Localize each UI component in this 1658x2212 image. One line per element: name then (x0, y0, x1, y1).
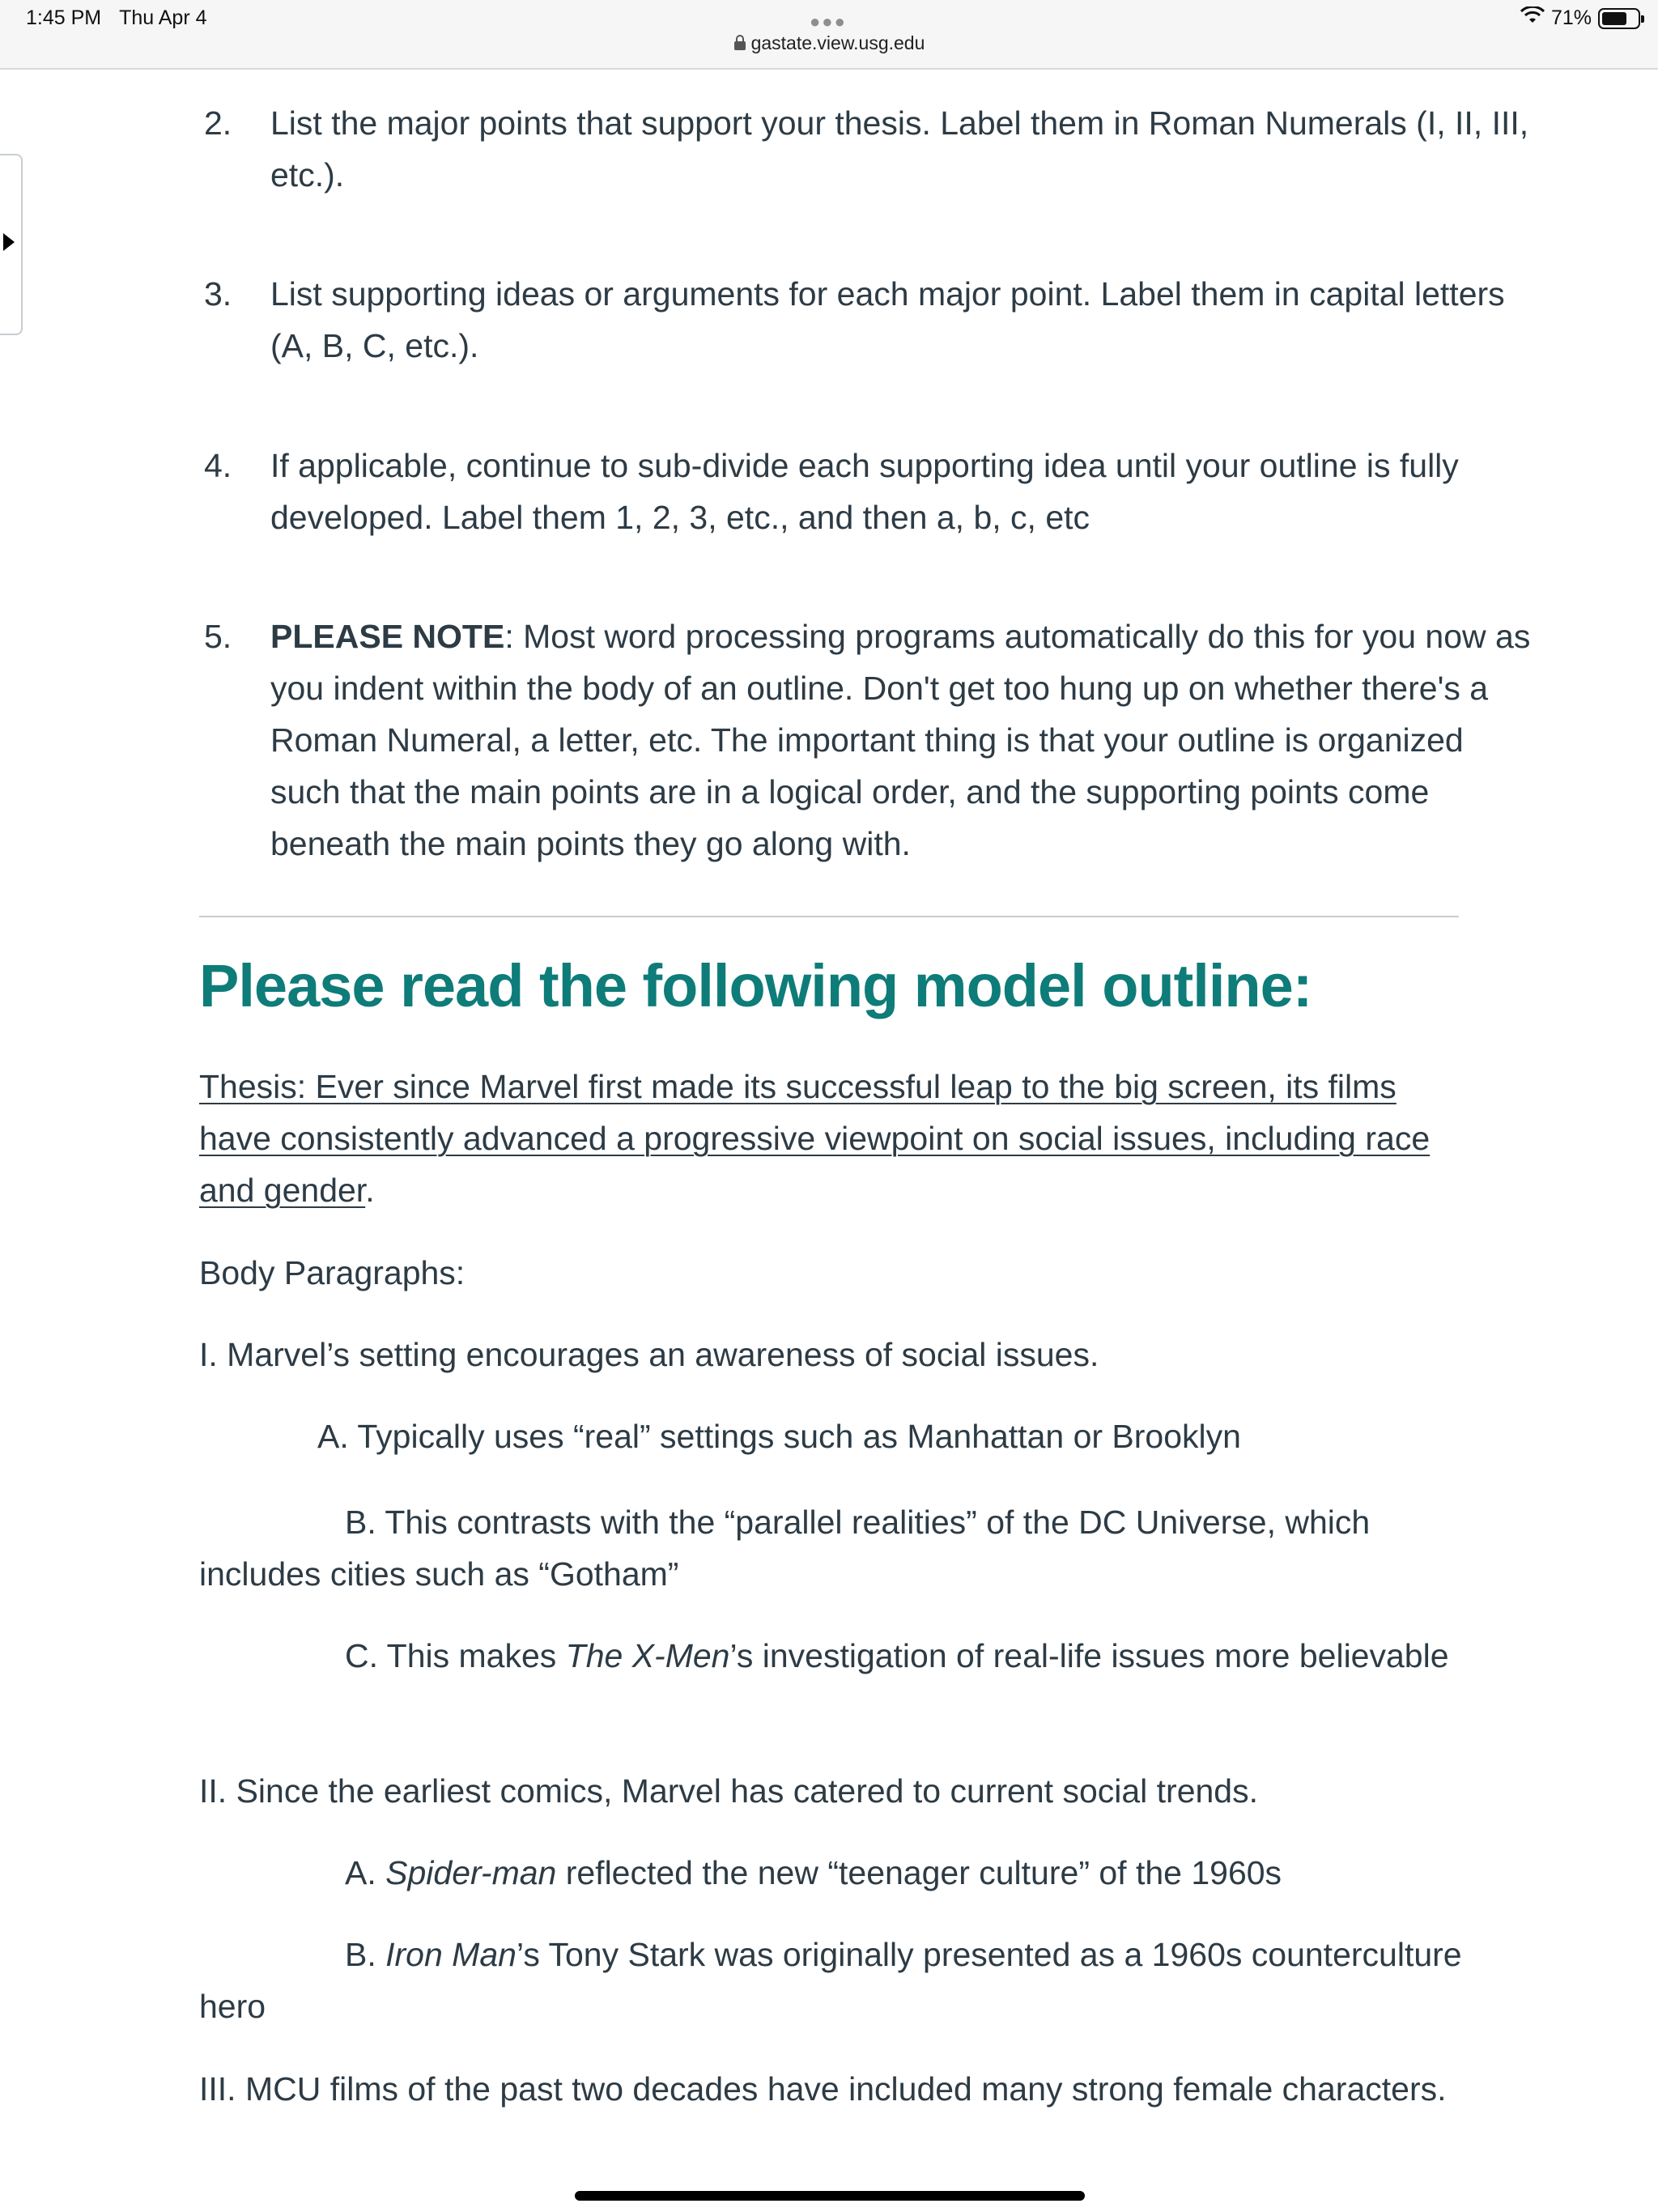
outline-point-2a (199, 1847, 1462, 1899)
title-italic: Iron Man (385, 1936, 517, 1973)
outline-point-1: I. Marvel’s setting encourages an awareness of social issues. (199, 1336, 1099, 1373)
wifi-icon (1520, 6, 1545, 30)
outline-point-1b: B. This contrasts with the “parallel realities” of the DC Universe, which includes cities such as “Gotham” (199, 1504, 1371, 1593)
address-bar[interactable] (0, 32, 1658, 56)
page-heading: Please read the following model outline: (199, 952, 1312, 1019)
outline-text: A. (345, 1854, 386, 1891)
note-text: : Most word processing programs automatically do this for you now as you indent within the body of an outline. Don't get too hung up on whether there's a Roman Numeral, a letter, etc. The important thing is that your outline is organized such that the main points are in a logical order, and the supporting points come beneath the main points they go along with. (270, 618, 1531, 862)
list-number: 4. (204, 447, 232, 484)
body-paragraphs-label: Body Paragraphs: (199, 1254, 466, 1291)
list-text: If applicable, continue to sub-divide each supporting idea until your outline is fully developed. Label them 1, 2, 3, etc., and then a, b, c, etc (270, 447, 1459, 536)
status-clock (26, 6, 225, 30)
thesis-text: Thesis: Ever since Marvel first made its successful leap to the big screen, its films have consistently advanced a progressive viewpoint on social issues, including race and gender (199, 1068, 1431, 1209)
battery-percent: 71% (1550, 6, 1592, 29)
title-italic: The X-Men (565, 1637, 730, 1674)
battery-icon (1598, 8, 1640, 29)
divider (199, 916, 1459, 917)
list-number: 5. (204, 618, 232, 655)
sidebar-expand-tab[interactable] (0, 154, 23, 335)
outline-text: C. This makes (345, 1637, 566, 1674)
outline-text: B. (345, 1936, 386, 1973)
expand-arrow-icon (3, 233, 15, 251)
status-time: 1:45 PM (26, 6, 102, 29)
list-text: List supporting ideas or arguments for each major point. Label them in capital letters (A, B, C, etc.). (270, 275, 1505, 364)
list-number: 2. (204, 104, 232, 142)
outline-text: ’s Tony Stark was originally presented as a 1960s counterculture hero (199, 1936, 1462, 2025)
home-indicator[interactable] (575, 2191, 1085, 2201)
outline-point-2b (199, 1929, 1462, 2032)
title-italic: Spider-man (385, 1854, 557, 1891)
list-text: List the major points that support your thesis. Label them in Roman Numerals (I, II, III, etc.). (270, 104, 1529, 194)
note-label: PLEASE NOTE (270, 618, 505, 655)
outline-point-2: II. Since the earliest comics, Marvel has catered to current social trends. (199, 1772, 1258, 1810)
thesis-period: . (365, 1172, 375, 1209)
outline-text: ’s investigation of real-life issues more believable (729, 1637, 1449, 1674)
lock-icon (733, 34, 746, 56)
list-number: 3. (204, 275, 232, 313)
outline-point-1c (199, 1630, 1462, 1682)
status-indicators (1520, 6, 1640, 30)
outline-point-3: III. MCU films of the past two decades have included many strong female characters. (199, 2070, 1447, 2108)
url-text: gastate.view.usg.edu (750, 32, 925, 53)
status-date: Thu Apr 4 (119, 6, 207, 29)
outline-point-1a: A. Typically uses “real” settings such as Manhattan or Brooklyn (317, 1418, 1241, 1455)
outline-text: reflected the new “teenager culture” of the 1960s (556, 1854, 1282, 1891)
thesis-paragraph (199, 1061, 1462, 1216)
list-text (270, 610, 1533, 870)
browser-status-bar (0, 0, 1658, 70)
more-dots-icon[interactable]: ●●● (810, 11, 847, 32)
